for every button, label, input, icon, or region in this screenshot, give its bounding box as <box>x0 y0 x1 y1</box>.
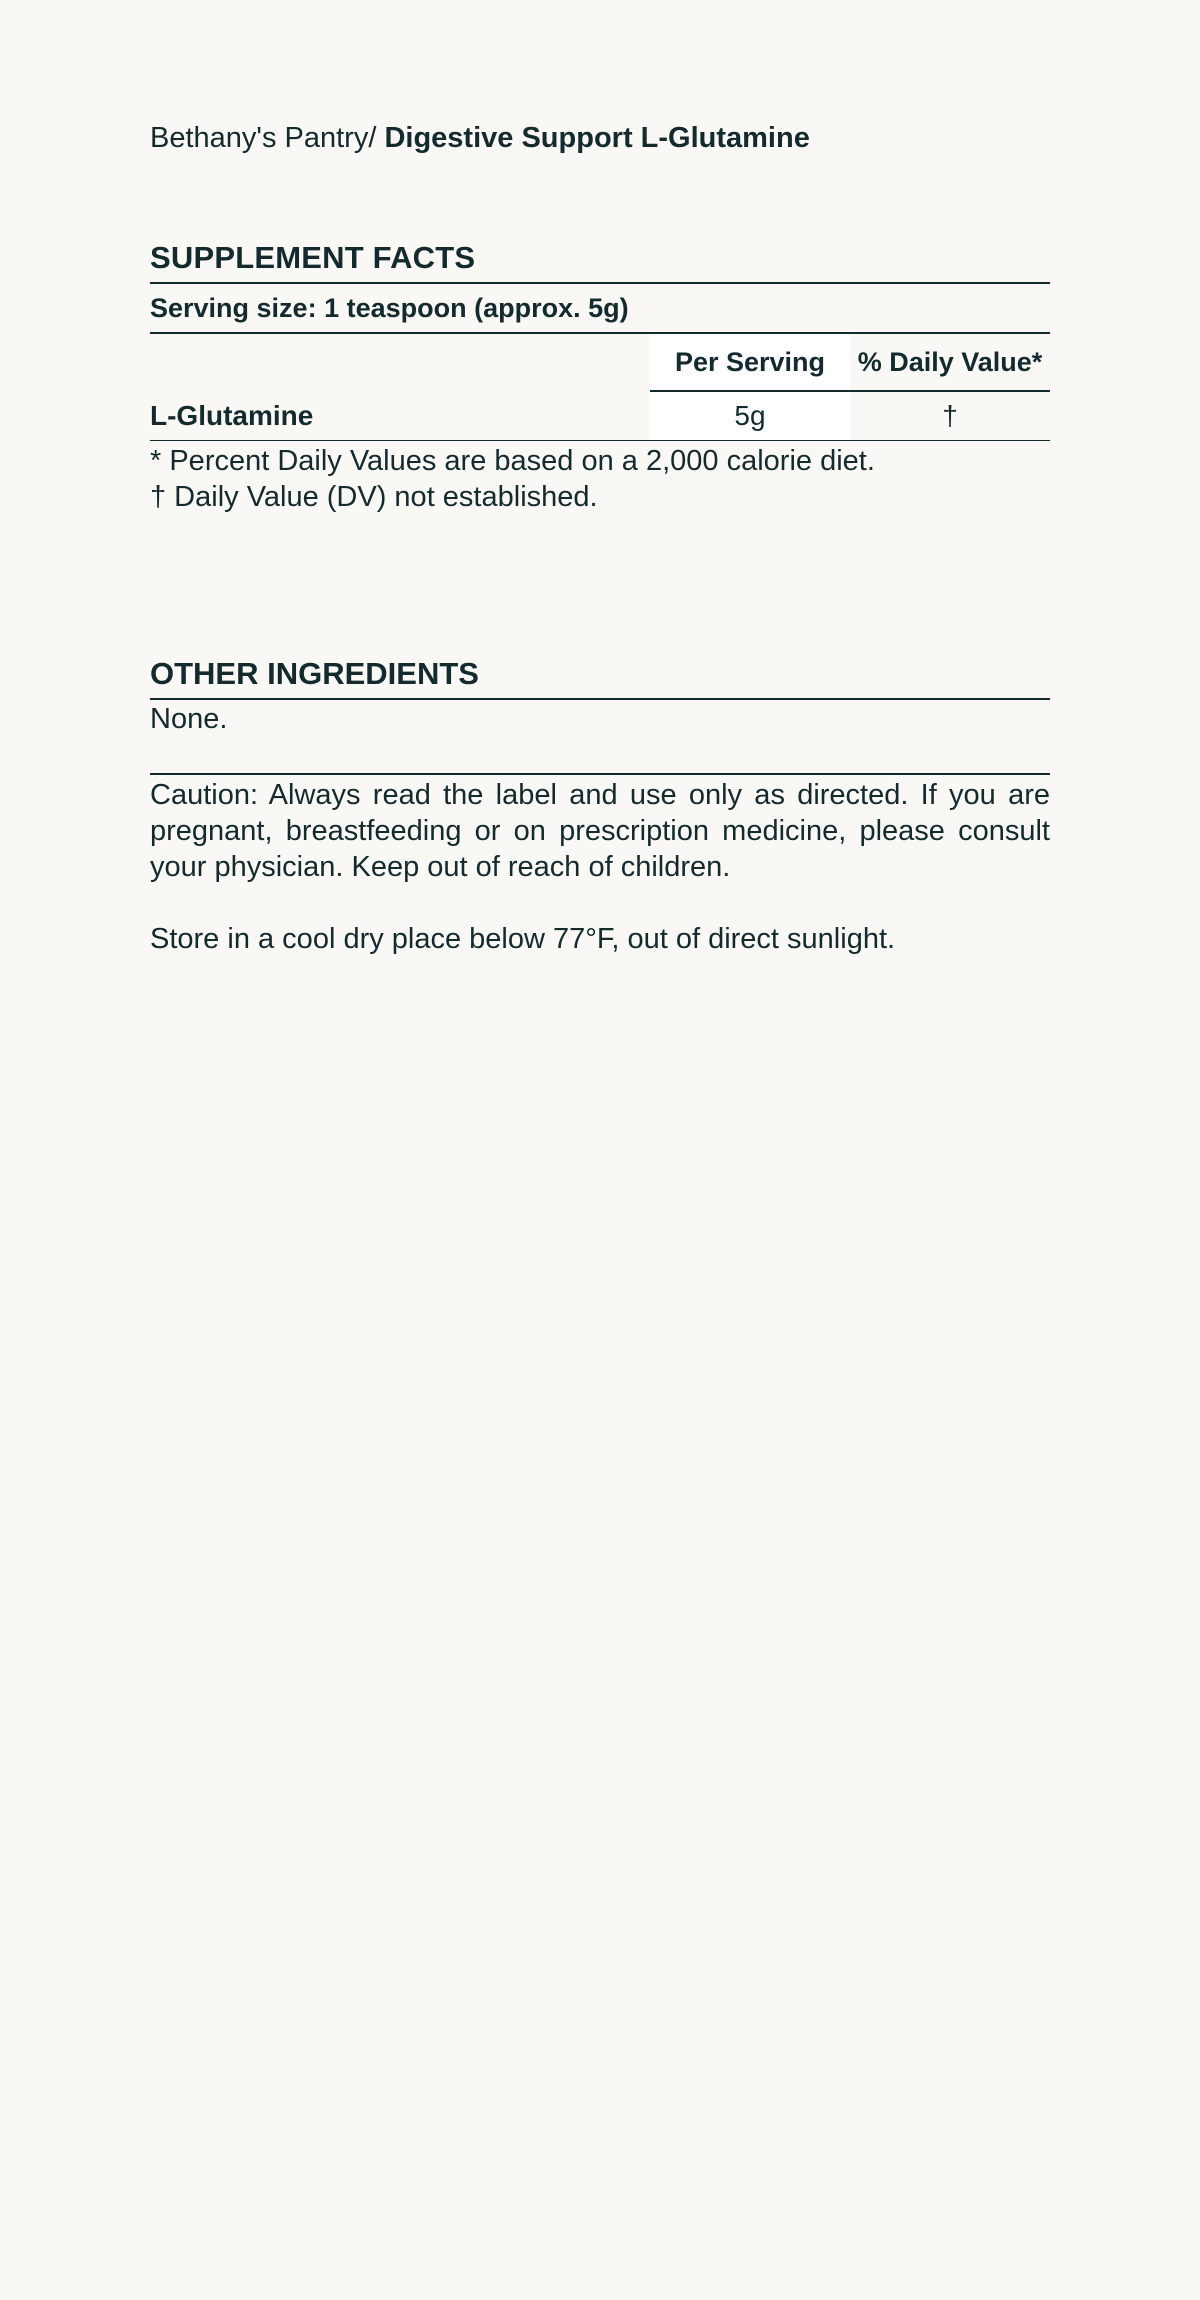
supplement-facts-title: SUPPLEMENT FACTS <box>150 238 1050 284</box>
other-ingredients-section <box>150 654 1050 738</box>
header-blank-cell <box>150 334 650 391</box>
table-header-row <box>150 334 1050 391</box>
other-ingredients-text: None. <box>150 703 228 735</box>
caution-text: Caution: Always read the label and use only as directed. If you are pregnant, breastfeeding or on prescription medicine, please consult your physician. Keep out of reach of children. <box>150 779 1050 883</box>
ingredient-daily-value: † <box>850 391 1050 441</box>
caution-section <box>150 773 1050 957</box>
header-daily-value: % Daily Value* <box>850 334 1050 391</box>
header-per-serving: Per Serving <box>650 334 850 391</box>
facts-footnotes <box>150 441 1050 515</box>
other-ingredients-title: OTHER INGREDIENTS <box>150 654 1050 700</box>
breadcrumb-current-page: Digestive Support L-Glutamine <box>384 122 810 154</box>
breadcrumb <box>150 118 810 158</box>
supplement-facts-panel <box>150 238 1050 515</box>
ingredient-name: L-Glutamine <box>150 391 650 441</box>
footnote-dv-not-established: † Daily Value (DV) not established. <box>150 481 598 513</box>
footnote-daily-values: * Percent Daily Values are based on a 2,000 calorie diet. <box>150 445 875 477</box>
breadcrumb-parent-link[interactable]: Bethany's Pantry/ <box>150 122 377 154</box>
ingredient-per-serving: 5g <box>650 391 850 441</box>
supplement-facts-table <box>150 334 1050 441</box>
storage-instructions: Store in a cool dry place below 77°F, out of direct sunlight. <box>150 923 896 955</box>
serving-size: Serving size: 1 teaspoon (approx. 5g) <box>150 284 1050 334</box>
table-row <box>150 391 1050 441</box>
